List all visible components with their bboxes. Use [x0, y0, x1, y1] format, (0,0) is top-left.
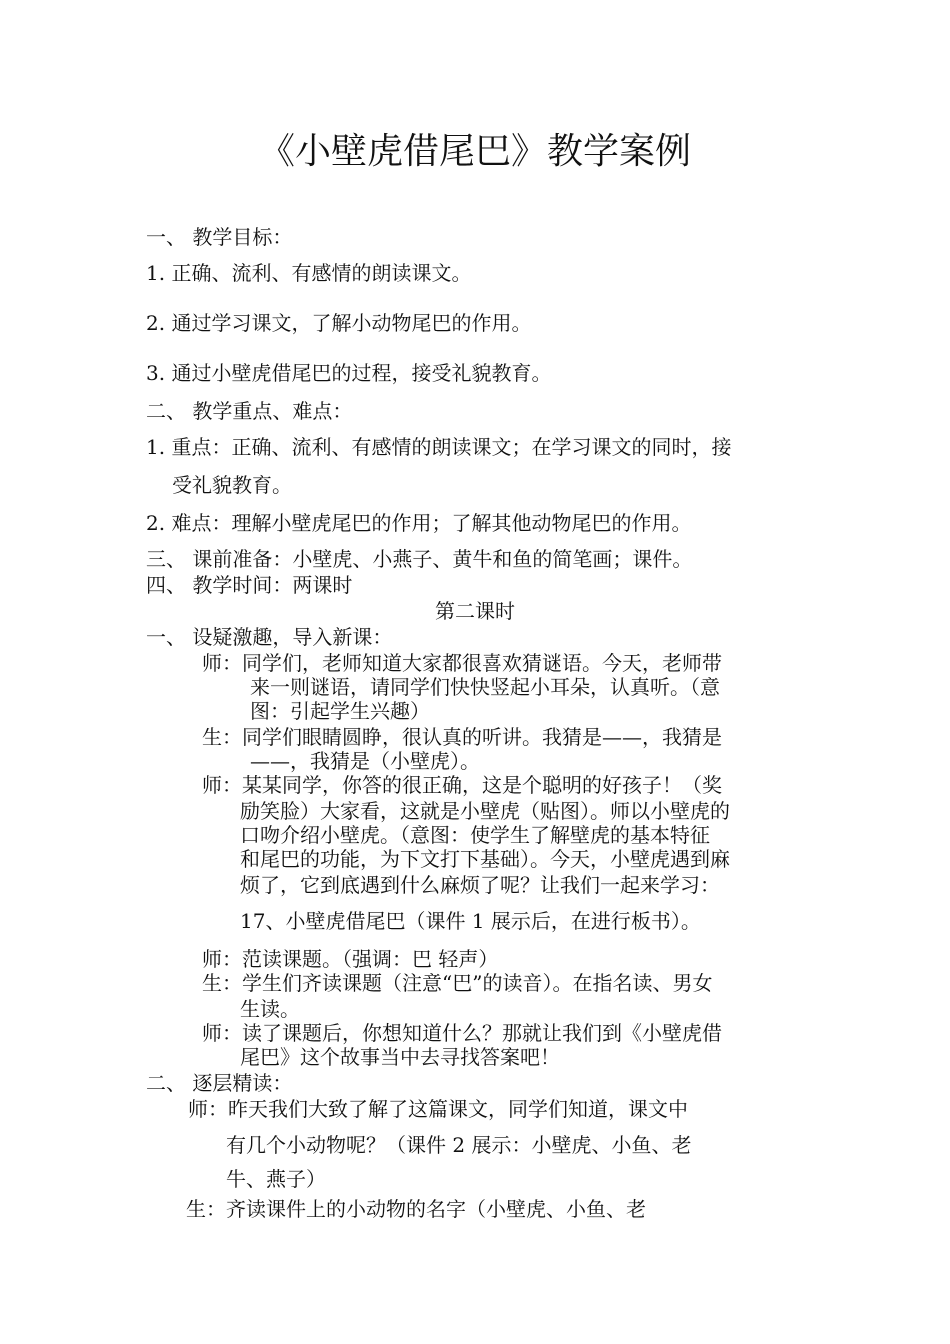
student-line-1a: 生：同学们眼睛圆睁，很认真的听讲。我猜是——，我猜是: [202, 725, 722, 749]
student-line-3a: 生：齐读课件上的小动物的名字（小壁虎、小鱼、老: [186, 1197, 646, 1221]
teacher-line-2c: 口吻介绍小壁虎。（意图：使学生了解壁虎的基本特征: [240, 823, 710, 847]
key-point-1-line-2: 受礼貌教育。: [172, 473, 292, 497]
teacher-line-2d: 和尾巴的功能，为下文打下基础）。今天，小壁虎遇到麻: [240, 847, 730, 871]
teacher-line-5a: 师：昨天我们大致了解了这篇课文，同学们知道，课文中: [188, 1097, 688, 1121]
section-heading-key-points: 二、 教学重点、难点：: [146, 399, 353, 423]
teacher-line-1a: 师：同学们，老师知道大家都很喜欢猜谜语。今天，老师带: [202, 651, 722, 675]
section-heading-time: 四、 教学时间：两课时: [146, 573, 353, 597]
goal-item-3: 3. 通过小壁虎借尾巴的过程，接受礼貌教育。: [146, 361, 552, 385]
section-heading-goals: 一、 教学目标：: [146, 225, 293, 249]
lesson-title-board: 17、小壁虎借尾巴（课件 1 展示后，在进行板书）。: [240, 909, 701, 933]
key-point-2: 2. 难点：理解小壁虎尾巴的作用；了解其他动物尾巴的作用。: [146, 511, 692, 535]
section-heading-preparation: 三、 课前准备：小壁虎、小燕子、黄牛和鱼的简笔画；课件。: [146, 547, 693, 571]
student-line-2b: 生读。: [240, 997, 300, 1021]
teacher-line-5c: 牛、燕子）: [226, 1167, 326, 1191]
goal-item-1: 1. 正确、流利、有感情的朗读课文。: [146, 261, 472, 285]
student-line-2a: 生：学生们齐读课题（注意“巴”的读音）。在指名读、男女: [202, 971, 713, 995]
teacher-line-1c: 图：引起学生兴趣）: [250, 699, 430, 723]
teacher-line-2a: 师：某某同学，你答的很正确，这是个聪明的好孩子！（奖: [202, 773, 722, 797]
part-heading-reading: 二、 逐层精读：: [146, 1071, 293, 1095]
teacher-line-3: 师：范读课题。（强调：巴 轻声）: [202, 947, 499, 971]
student-line-1b: ——，我猜是（小壁虎）。: [250, 749, 480, 773]
part-heading-intro: 一、 设疑激趣，导入新课：: [146, 625, 393, 649]
teacher-line-2e: 烦了，它到底遇到什么麻烦了呢？让我们一起来学习：: [240, 873, 720, 897]
key-point-1-line-1: 1. 重点：正确、流利、有感情的朗读课文；在学习课文的同时，接: [146, 435, 732, 459]
lesson-heading: [0, 598, 950, 624]
teacher-line-4a: 师：读了课题后，你想知道什么？那就让我们到《小壁虎借: [202, 1021, 722, 1045]
teacher-line-5b: 有几个小动物呢？（课件 2 展示：小壁虎、小鱼、老: [226, 1133, 692, 1157]
goal-item-2: 2. 通过学习课文，了解小动物尾巴的作用。: [146, 311, 532, 335]
lesson-heading-text: 第二课时: [435, 599, 515, 623]
document-title: 《小壁虎借尾巴》教学案例: [258, 131, 691, 172]
teacher-line-1b: 来一则谜语，请同学们快快竖起小耳朵，认真听。（意: [250, 675, 720, 699]
teacher-line-4b: 尾巴》这个故事当中去寻找答案吧！: [240, 1045, 560, 1069]
teacher-line-2b: 励笑脸）大家看，这就是小壁虎（贴图）。师以小壁虎的: [240, 799, 730, 823]
